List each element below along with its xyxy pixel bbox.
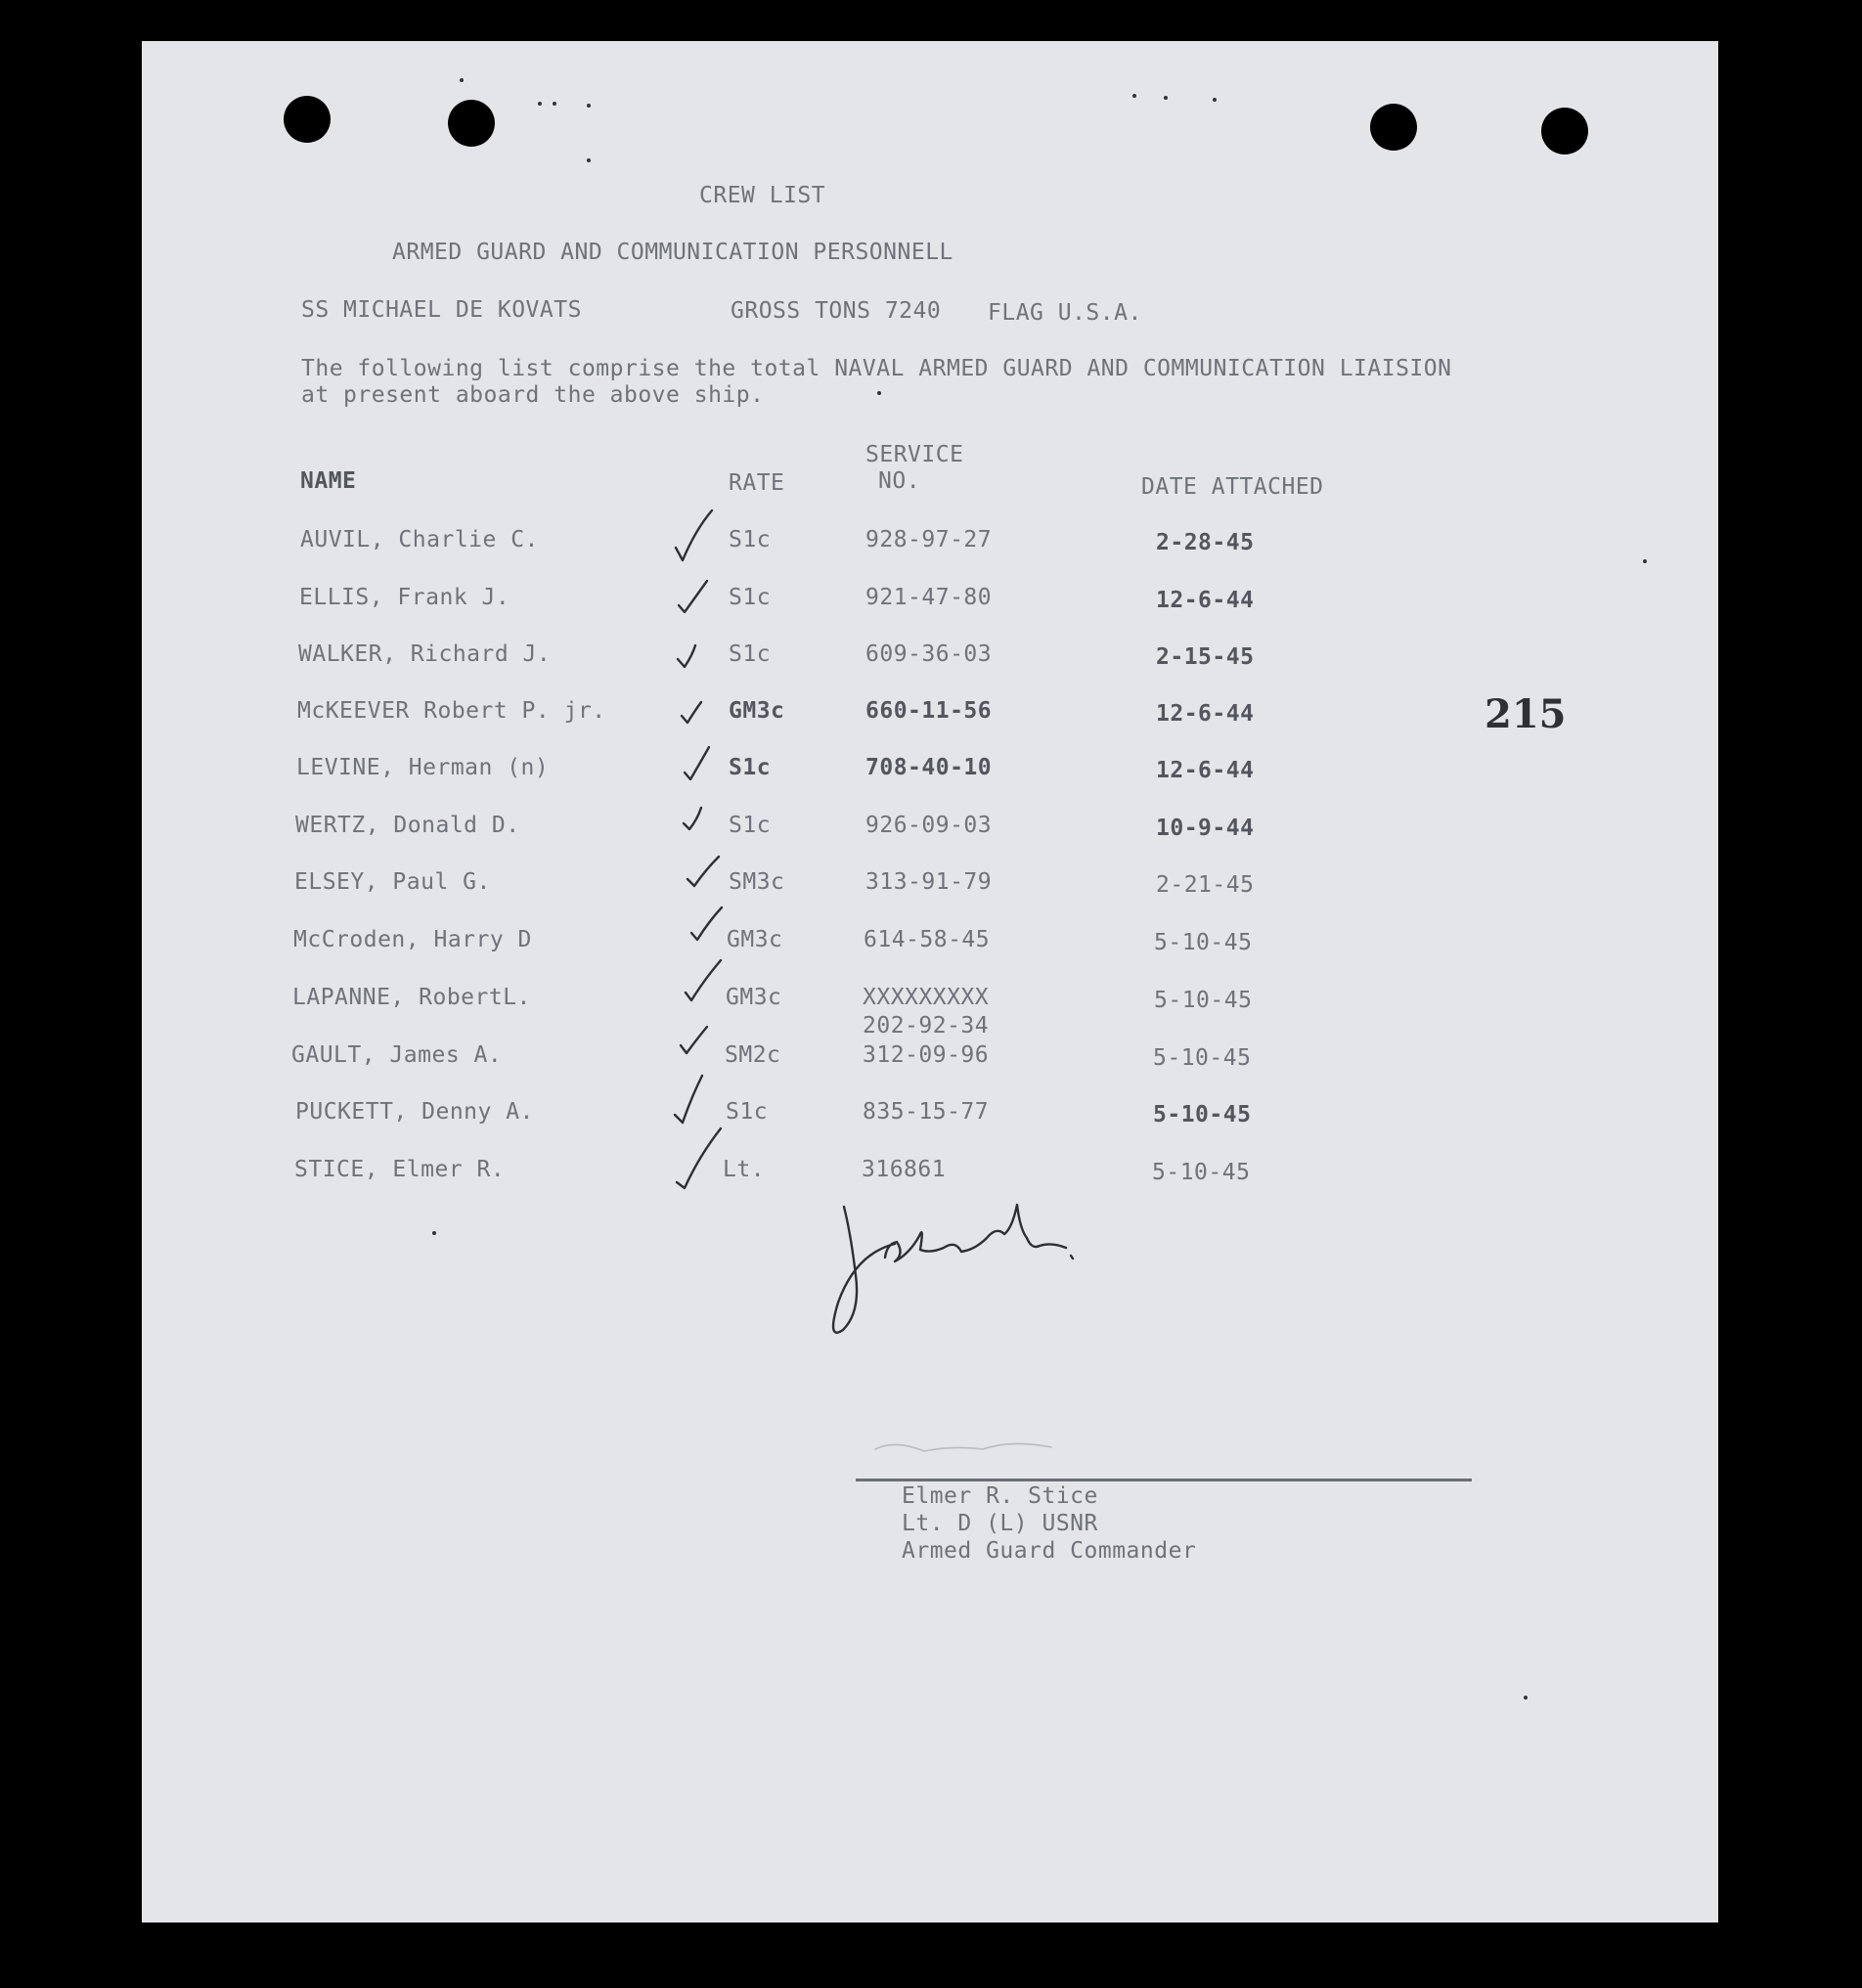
crew-name: WALKER, Richard J. bbox=[298, 641, 552, 667]
speck bbox=[1213, 98, 1217, 102]
crew-date: 12-6-44 bbox=[1156, 701, 1255, 727]
crew-rate: S1c bbox=[729, 641, 772, 667]
crew-name: STICE, Elmer R. bbox=[294, 1157, 506, 1182]
table-row bbox=[142, 813, 1718, 852]
intro-line-1: The following list comprise the total NAVAL ARMED GUARD AND COMMUNICATION LIAISION bbox=[301, 356, 1452, 381]
crew-rate: S1c bbox=[726, 1099, 769, 1125]
crew-date: 5-10-45 bbox=[1154, 930, 1253, 955]
header-date-attached: DATE ATTACHED bbox=[1141, 474, 1324, 500]
document-subtitle: ARMED GUARD AND COMMUNICATION PERSONNELL bbox=[392, 240, 953, 265]
speck bbox=[587, 158, 591, 162]
table-row bbox=[142, 527, 1718, 566]
crew-service-no: 921-47-80 bbox=[865, 585, 993, 610]
crew-date: 5-10-45 bbox=[1153, 1045, 1252, 1071]
crew-date: 5-10-45 bbox=[1154, 988, 1253, 1013]
table-row bbox=[142, 698, 1718, 737]
header-rate: RATE bbox=[729, 470, 785, 496]
signature-line bbox=[856, 1479, 1472, 1481]
crew-date: 10-9-44 bbox=[1156, 816, 1255, 841]
signature-faint-icon bbox=[875, 1443, 1051, 1451]
crew-name: GAULT, James A. bbox=[291, 1042, 503, 1068]
document-title: CREW LIST bbox=[699, 183, 826, 208]
crew-name: McCroden, Harry D bbox=[293, 927, 532, 952]
crew-date: 2-28-45 bbox=[1156, 530, 1255, 555]
crew-service-no: 313-91-79 bbox=[865, 869, 993, 895]
page-number: 215 bbox=[1485, 691, 1567, 737]
crew-rate: S1c bbox=[729, 813, 772, 838]
punch-hole bbox=[284, 96, 331, 143]
crew-service-no: 316861 bbox=[862, 1157, 947, 1182]
crew-rate: S1c bbox=[729, 527, 772, 552]
table-row bbox=[142, 1042, 1718, 1082]
crew-rate: GM3c bbox=[726, 985, 782, 1010]
crew-rate: S1c bbox=[729, 755, 772, 780]
crew-date: 5-10-45 bbox=[1153, 1102, 1252, 1127]
crew-service-no: 708-40-10 bbox=[865, 755, 993, 780]
crew-rate: SM2c bbox=[725, 1042, 781, 1068]
crew-rate: GM3c bbox=[729, 698, 785, 724]
crew-rate: SM3c bbox=[729, 869, 785, 895]
header-service: SERVICE bbox=[865, 442, 964, 467]
crew-date: 2-21-45 bbox=[1156, 872, 1255, 898]
crew-name: PUCKETT, Denny A. bbox=[295, 1099, 534, 1125]
crew-rate: S1c bbox=[729, 585, 772, 610]
crew-date: 12-6-44 bbox=[1156, 758, 1255, 783]
signatory-role: Armed Guard Commander bbox=[902, 1538, 1197, 1564]
crew-service-no: 614-58-45 bbox=[864, 927, 991, 952]
table-row bbox=[142, 585, 1718, 624]
crew-name: WERTZ, Donald D. bbox=[295, 813, 520, 838]
crew-date: 2-15-45 bbox=[1156, 644, 1255, 670]
speck bbox=[553, 102, 556, 106]
crew-rate: Lt. bbox=[723, 1157, 766, 1182]
crew-service-no: 312-09-96 bbox=[863, 1042, 990, 1068]
signatory-name: Elmer R. Stice bbox=[902, 1483, 1098, 1509]
crew-service-no: 660-11-56 bbox=[865, 698, 993, 724]
table-row bbox=[142, 985, 1718, 1038]
speck bbox=[1524, 1696, 1528, 1700]
document-page bbox=[142, 41, 1718, 1922]
crew-name: AUVIL, Charlie C. bbox=[300, 527, 539, 552]
crew-name: LEVINE, Herman (n) bbox=[296, 755, 550, 780]
table-row bbox=[142, 1099, 1718, 1138]
crew-service-no: 928-97-27 bbox=[865, 527, 993, 552]
table-row bbox=[142, 641, 1718, 681]
gross-tons: GROSS TONS 7240 bbox=[731, 298, 942, 324]
speck bbox=[877, 391, 881, 395]
intro-line-2: at present aboard the above ship. bbox=[301, 382, 765, 408]
crew-rate: GM3c bbox=[727, 927, 783, 952]
crew-service-no: XXXXXXXXX bbox=[863, 985, 990, 1010]
signature-icon bbox=[833, 1205, 1073, 1333]
table-row bbox=[142, 1157, 1718, 1196]
speck bbox=[1164, 96, 1168, 100]
speck bbox=[432, 1231, 436, 1235]
punch-hole bbox=[1370, 104, 1417, 151]
table-row bbox=[142, 869, 1718, 908]
ship-name: SS MICHAEL DE KOVATS bbox=[301, 297, 582, 323]
speck bbox=[587, 104, 591, 108]
punch-hole bbox=[448, 100, 495, 147]
crew-service-no: 926-09-03 bbox=[865, 813, 993, 838]
header-name: NAME bbox=[300, 468, 357, 494]
table-row bbox=[142, 927, 1718, 966]
crew-name: LAPANNE, RobertL. bbox=[292, 985, 531, 1010]
crew-name: ELSEY, Paul G. bbox=[294, 869, 491, 895]
crew-date: 5-10-45 bbox=[1152, 1160, 1251, 1185]
crew-date: 12-6-44 bbox=[1156, 588, 1255, 613]
speck bbox=[1132, 94, 1136, 98]
speck bbox=[538, 102, 542, 106]
speck bbox=[460, 78, 464, 82]
table-row bbox=[142, 755, 1718, 794]
crew-name: McKEEVER Robert P. jr. bbox=[297, 698, 606, 724]
header-service-no: NO. bbox=[878, 468, 921, 494]
ship-flag: FLAG U.S.A. bbox=[988, 300, 1142, 326]
crew-service-no: 609-36-03 bbox=[865, 641, 993, 667]
crew-name: ELLIS, Frank J. bbox=[299, 585, 510, 610]
crew-service-no: 835-15-77 bbox=[863, 1099, 990, 1125]
crew-service-no-corrected: 202-92-34 bbox=[863, 1013, 990, 1038]
signatory-rank: Lt. D (L) USNR bbox=[902, 1511, 1098, 1536]
punch-hole bbox=[1541, 108, 1588, 155]
